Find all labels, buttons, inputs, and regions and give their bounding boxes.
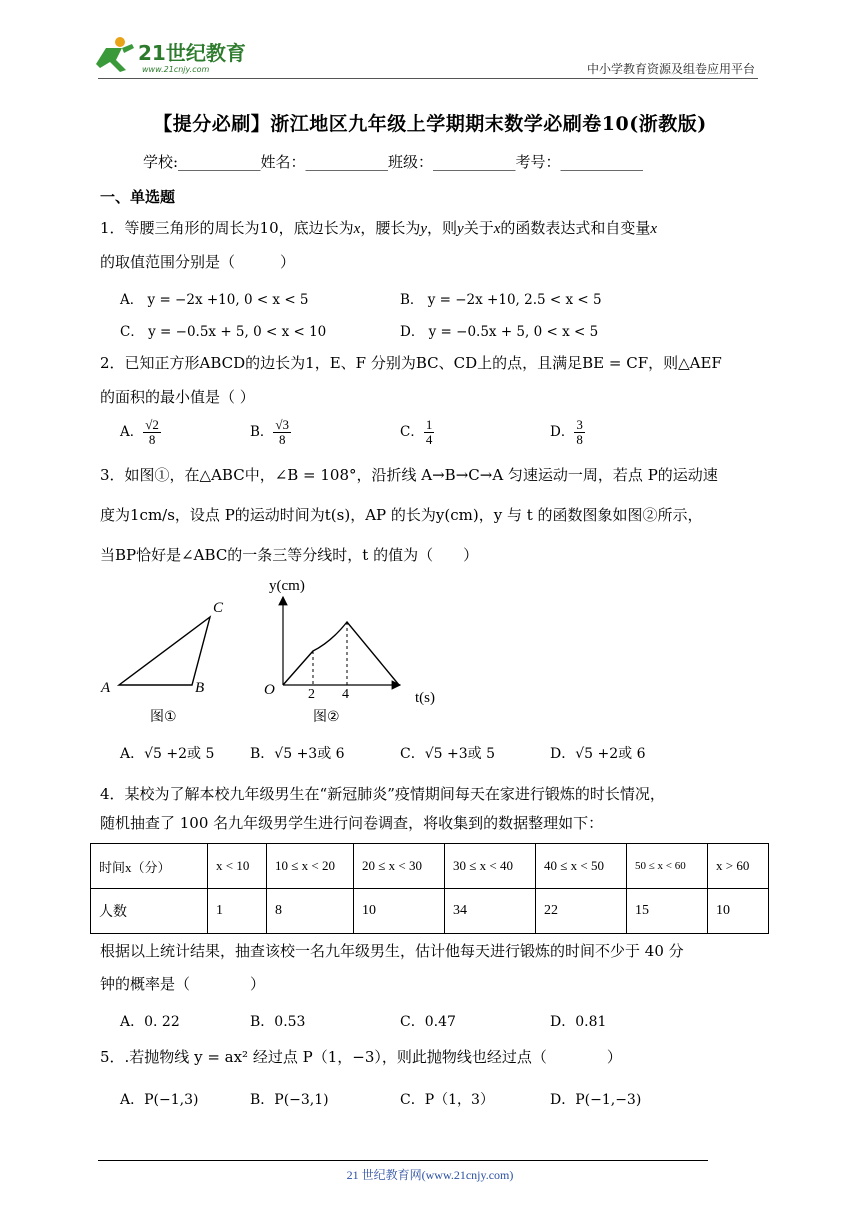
table-cell: 时间x（分） [91,844,208,889]
q1-option-d[interactable]: D． y = −0.5x + 5, 0 < x < 5 [400,324,599,340]
origin-label: O [264,682,275,698]
vertex-a-label: A [101,680,111,696]
q5-stem-line1: 5．.若抛物线 y = ax² 经过点 P（1，−3），则此抛物线也经过点（ ） [100,1048,622,1066]
table-cell: 22 [536,889,627,934]
q1-stem-line1: 1．等腰三角形的周长为10，底边长为x，腰长为y，则y关于x的函数表达式和自变量x [100,219,658,237]
table-cell: x > 60 [708,844,769,889]
q2-stem-line2: 的面积的最小值是（ ） [100,388,255,406]
table-cell: 8 [267,889,354,934]
q2-option-b[interactable]: B． $\frac{√3}{8}$ [250,417,290,447]
graph-curve [283,622,399,685]
q4-stem-line4: 钟的概率是（ ） [100,975,266,993]
q5-option-b[interactable]: B．P(−3,1) [250,1092,329,1108]
table-cell: 15 [627,889,708,934]
q2-option-a[interactable]: A． $\frac{√2}{8}$ [120,417,159,447]
logo-text: 21世纪教育 [138,41,246,65]
q3-stem-line2: 度为1cm/s，设点 P的运动时间为t(s)，AP 的长为y(cm)，y 与 t 的函数图象如图②所示， [100,506,703,524]
table-cell: 10 [354,889,445,934]
header-divider [98,78,758,79]
q4-option-c[interactable]: C．0.47 [400,1014,456,1030]
platform-name: 中小学教育资源及组卷应用平台 [586,62,755,76]
q4-stem-line3: 根据以上统计结果，抽查该校一名九年级男生，估计他每天进行锻炼的时间不少于 40 分 [100,942,684,960]
q1-option-c[interactable]: C． y = −0.5x + 5, 0 < x < 10 [120,324,327,340]
figure-2-graph [255,572,445,727]
student-info-line: 学校:___________姓名：___________班级：___________考号：___________ [143,153,644,171]
y-axis-label: y(cm) [269,578,305,594]
section-heading: 一、单选题 [100,188,176,206]
triangle-abc [119,617,210,685]
table-cell: 30 ≤ x < 40 [445,844,536,889]
q3-option-b[interactable]: B．√5 +3或 6 [250,746,345,762]
figure-2-caption: 图② [313,709,340,725]
q4-option-a[interactable]: A．0. 22 [120,1014,180,1030]
runner-logo-icon [92,34,262,76]
q4-stem-line1: 4．某校为了解本校九年级男生在“新冠肺炎”疫情期间每天在家进行锻炼的时长情况， [100,785,665,803]
q5-option-d[interactable]: D．P(−1,−3) [550,1092,642,1108]
page-title: 【提分必刷】浙江地区九年级上学期期末数学必刷卷10(浙教版) [153,113,707,135]
q3-stem-line3: 当BP恰好是∠ABC的一条三等分线时，t 的值为（ ） [100,546,479,564]
footer-link[interactable]: 21 世纪教育网(www.21cnjy.com) [346,1168,514,1182]
q5-option-c[interactable]: C．P（1，3） [400,1092,494,1108]
table-cell: 40 ≤ x < 50 [536,844,627,889]
q1-option-a[interactable]: A． y = −2x +10, 0 < x < 5 [120,292,309,308]
figure-1-triangle [95,595,245,725]
footer-divider [98,1160,708,1161]
q5-option-a[interactable]: A．P(−1,3) [120,1092,199,1108]
table-row [91,889,769,934]
survey-table [90,843,769,934]
table-cell: 10 ≤ x < 20 [267,844,354,889]
q3-option-d[interactable]: D．√5 +2或 6 [550,746,646,762]
table-cell: 20 ≤ x < 30 [354,844,445,889]
q4-option-d[interactable]: D．0.81 [550,1014,607,1030]
tick-label-2: 2 [308,687,315,702]
table-cell: x < 10 [208,844,267,889]
table-header-row [91,844,769,889]
q1-stem-line2: 的取值范围分别是（ ） [100,253,296,271]
q2-stem-line1: 2．已知正方形ABCD的边长为1，E、F 分别为BC、CD上的点，且满足BE = CF，则△AEF [100,354,722,372]
q3-option-a[interactable]: A．√5 +2或 5 [120,746,215,762]
figure-1-caption: 图① [150,709,177,725]
table-cell: 50 ≤ x < 60 [627,844,708,889]
q4-stem-line2: 随机抽查了 100 名九年级男学生进行问卷调查，将收集到的数据整理如下： [100,814,604,832]
table-cell: 34 [445,889,536,934]
table-cell: 1 [208,889,267,934]
tick-label-4: 4 [342,687,349,702]
q2-option-d[interactable]: D． $\frac{3}{8}$ [550,417,583,447]
table-cell: 人数 [91,889,208,934]
logo-url: www.21cnjy.com [142,65,210,74]
vertex-c-label: C [213,600,224,616]
q1-option-b[interactable]: B． y = −2x +10, 2.5 < x < 5 [400,292,602,308]
q3-option-c[interactable]: C．√5 +3或 5 [400,746,495,762]
q2-option-c[interactable]: C． $\frac{1}{4}$ [400,417,433,447]
logo [92,34,262,76]
table-cell: 10 [708,889,769,934]
vertex-b-label: B [195,680,205,696]
q3-stem-line1: 3．如图①，在△ABC中，∠B = 108°，沿折线 A→B→C→A 匀速运动一周，若点 P的运动速 [100,466,718,484]
x-axis-label: t(s) [415,690,435,706]
q4-option-b[interactable]: B．0.53 [250,1014,306,1030]
